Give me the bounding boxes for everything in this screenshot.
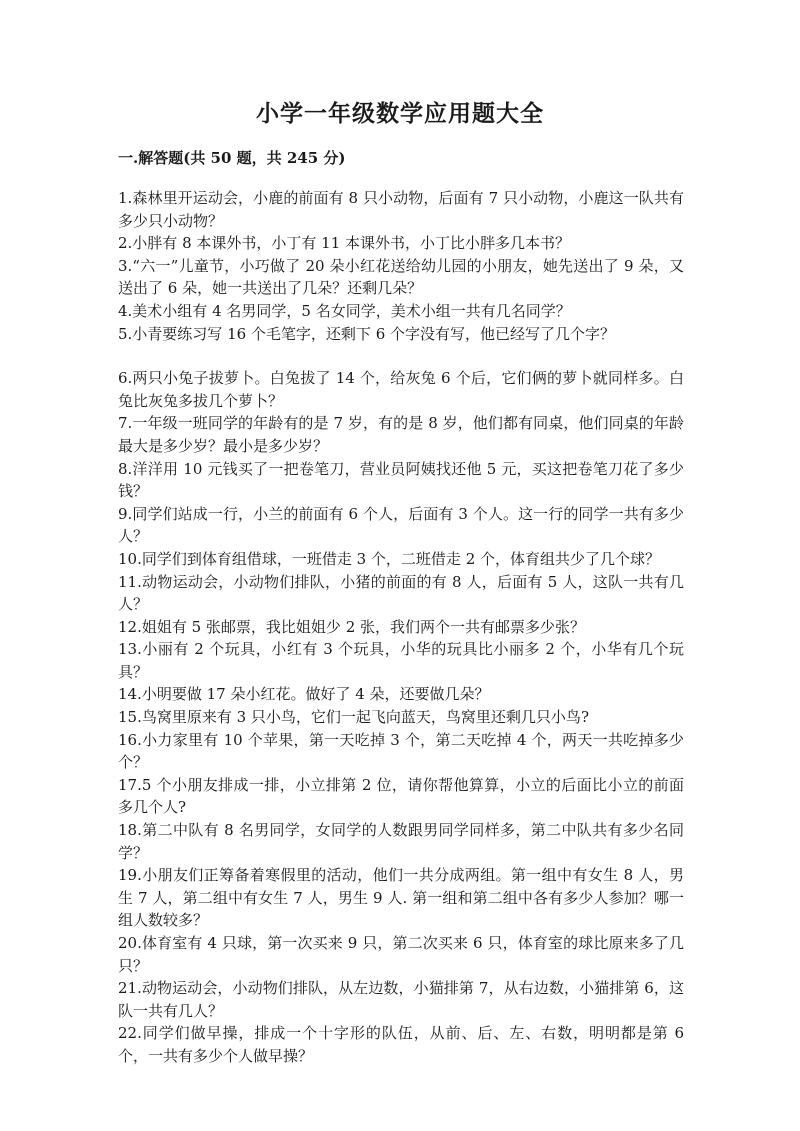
question-item: 9.同学们站成一行，小兰的前面有 6 个人，后面有 3 个人。这一行的同学一共有多少人？ [118,504,684,546]
question-item: 6.两只小兔子拔萝卜。白兔拔了 14 个，给灰兔 6 个后，它们俩的萝卜就同样多。白兔比灰兔多拔几个萝卜？ [118,369,684,410]
question-item: 20.体育室有 4 只球，第一次买来 9 只，第二次买来 6 只，体育室的球比原来多了几只？ [118,934,684,975]
document-title: 小学一年级数学应用题大全 [256,100,544,127]
question-item: 12.姐姐有 5 张邮票，我比姐姐少 2 张，我们两个一共有邮票多少张？ [118,617,586,636]
question-item: 15.鸟窝里原来有 3 只小鸟，它们一起飞向蓝天，鸟窝里还剩几只小鸟? [118,708,589,727]
question-item: 22.同学们做早操，排成一个十字形的队伍，从前、后、左、右数，明明都是第 6 个，一共有多少个人做早操？ [118,1024,684,1065]
question-item: 19.小朋友们正筹备着寒假里的活动，他们一共分成两组。第一组中有女生 8 人，男生 7 人，第二组中有女生 7 人，男生 9 人. 第一组和第二组中各有多少人参加？哪一组人数较多？ [118,866,684,930]
question-item: 21.动物运动会，小动物们排队，从左边数，小猫排第 7，从右边数，小猫排第 6，这队一共有几人？ [118,979,684,1020]
question-item: 1.森林里开运动会，小鹿的前面有 8 只小动物，后面有 7 只小动物，小鹿这一队共有多少只小动物？ [118,189,684,230]
question-item: 8.洋洋用 10 元钱买了一把卷笔刀，营业员阿姨找还他 5 元，买这把卷笔刀花了多少钱？ [118,459,684,501]
question-item: 13.小丽有 2 个玩具，小红有 3 个玩具，小华的玩具比小丽多 2 个，小华有几个玩具？ [118,640,684,681]
section-heading: 一.解答题(共 50 题，共 245 分) [118,149,346,167]
question-item: 4.美术小组有 4 名男同学，5 名女同学，美术小组一共有几名同学？ [118,301,571,320]
question-list [118,187,684,1068]
question-item: 3.“六一”儿童节，小巧做了 20 朵小红花送给幼儿园的小朋友，她先送出了 9 朵，又送出了 6 朵，她一共送出了几朵？还剩几朵？ [118,256,684,298]
question-item: 18.第二中队有 8 名男同学，女同学的人数跟男同学同样多，第二中队共有多少名同学？ [118,821,684,862]
question-item: 11.动物运动会，小动物们排队，小猪的前面的有 8 人，后面有 5 人，这队一共有几人？ [118,572,684,614]
question-item: 10.同学们到体育组借球，一班借走 3 个，二班借走 2 个，体育组共少了几个球？ [118,549,661,568]
question-item: 5.小青要练习写 16 个毛笔字，还剩下 6 个字没有写，他已经写了几个字？ [118,324,616,343]
question-item: 16.小力家里有 10 个苹果，第一天吃掉 3 个，第二天吃掉 4 个，两天一共吃掉多少个？ [118,730,684,772]
question-item: 7.一年级一班同学的年龄有的是 7 岁，有的是 8 岁，他们都有同桌，他们同桌的年龄最大是多少岁？最小是多少岁？ [118,414,684,455]
question-item: 14.小明要做 17 朵小红花。做好了 4 朵，还要做几朵？ [118,685,490,704]
question-item: 17.5 个小朋友排成一排，小立排第 2 位，请你帮他算算，小立的后面比小立的前面多几个人? [118,775,684,817]
question-item: 2.小胖有 8 本课外书，小丁有 11 本课外书，小丁比小胖多几本书？ [118,234,571,253]
